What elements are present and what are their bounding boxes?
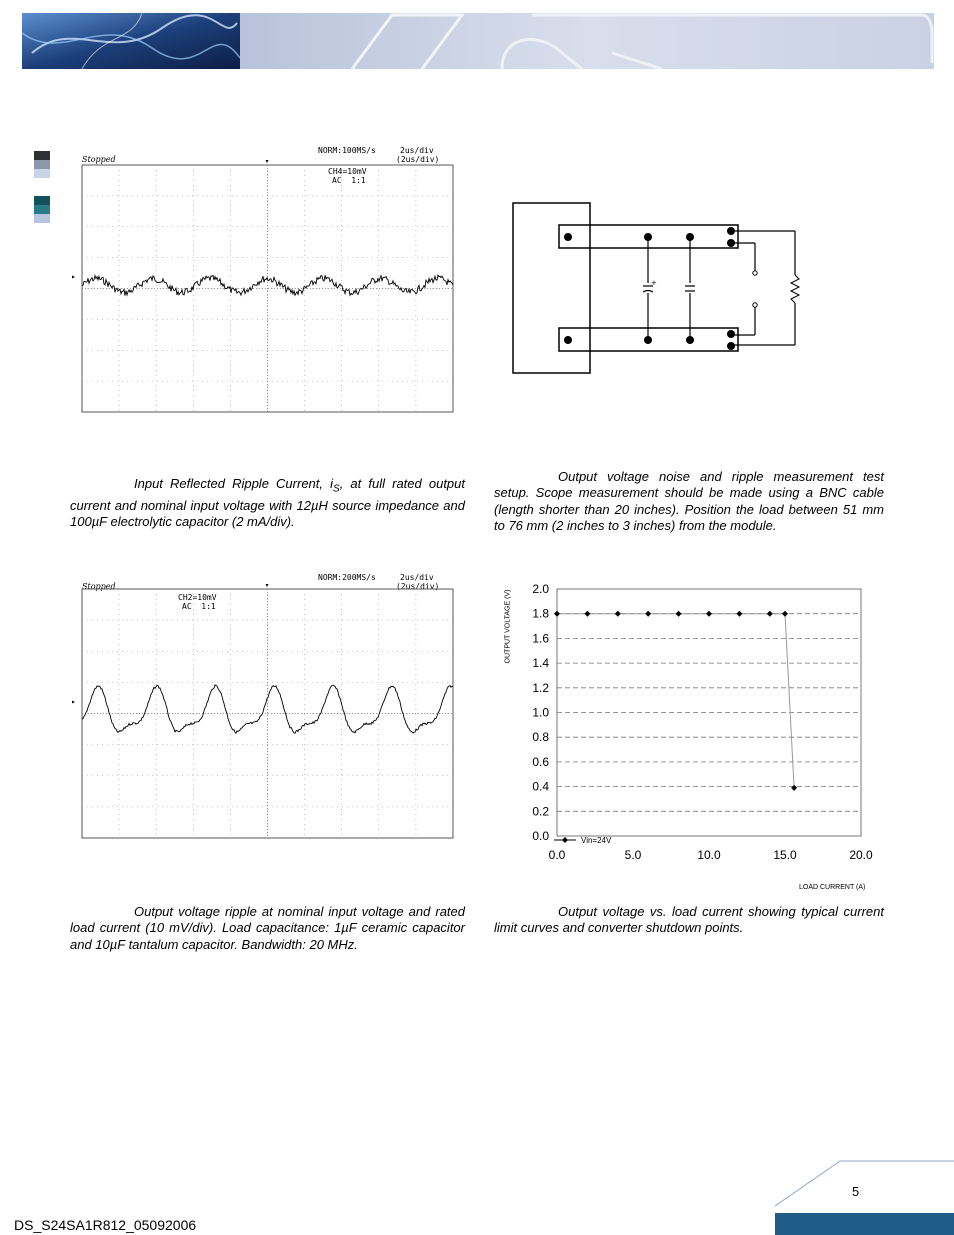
chart-data-point [791, 785, 797, 791]
scope-capture-2 [70, 567, 470, 847]
trigger-marker: ▸ [72, 698, 76, 706]
caption-subscript: S [333, 483, 340, 495]
chart-y-tick-label: 0.4 [532, 779, 549, 794]
chart-data-point [706, 611, 712, 617]
svg-text:+: + [651, 279, 657, 287]
chart-x-tick-label: 5.0 [624, 848, 642, 862]
chart-y-tick-label: 0.8 [532, 730, 549, 745]
chart-y-tick-label: 1.4 [532, 656, 549, 671]
chart-y-tick-label: 1.6 [532, 631, 549, 646]
caption-text: Output voltage ripple at nominal input voltage and rated load current (10 mV/div). Load capacitance: 1µF ceramic capacitor and 10µF tantalum capacitor. Bandwidth: 20 MHz. [70, 904, 465, 952]
caption-text: Input Reflected Ripple Current, i [134, 476, 334, 491]
scope-timebase-2: (2us/div) [396, 155, 440, 164]
chart-y-tick-label: 0.0 [532, 829, 549, 843]
chart-y-axis-label: OUTPUT VOLTAGE (V) [504, 589, 512, 664]
chart-x-tick-label: 10.0 [697, 848, 721, 862]
chart-y-tick-label: 1.2 [532, 680, 549, 695]
scope-status: Stopped [82, 582, 116, 591]
test-setup-diagram [505, 195, 815, 385]
trigger-position-marker: ▾ [265, 582, 269, 589]
chart-legend-label: Vin=24V [581, 836, 612, 845]
scope-timebase: 2us/div [400, 573, 434, 582]
chart-y-tick-label: 1.8 [532, 606, 549, 621]
chart-x-axis-label: LOAD CURRENT (A) [799, 884, 866, 891]
scope-screen-1 [70, 140, 470, 420]
scope-channel: CH2=10mV [178, 593, 217, 602]
caption-text: Output voltage noise and ripple measurement test setup. Scope measurement should be made using a BNC cable (length shorter than 20 inches). Position the load between 51 mm to 76 mm (2 inches to 3 inches) from the module. [494, 469, 884, 533]
chart-data-point [782, 611, 788, 617]
trigger-marker: ▸ [72, 273, 76, 281]
marker-block-2 [34, 196, 50, 223]
footer-graphic [775, 1158, 954, 1235]
scope-mode: NORM:200MS/s [318, 573, 376, 582]
caption-output-ripple [70, 904, 465, 953]
caption-input-ripple [70, 476, 465, 530]
header-banner [22, 13, 934, 69]
chart-data-point [767, 611, 773, 617]
caption-current-limit [494, 904, 884, 937]
scope-capture-1 [70, 140, 470, 420]
chart-data-point [676, 611, 682, 617]
output-voltage-chart [495, 578, 885, 898]
chart-y-tick-label: 2.0 [532, 582, 549, 596]
chart-data-point [554, 611, 560, 617]
module-outline [513, 203, 590, 373]
chart-x-tick-label: 0.0 [548, 848, 566, 862]
scope-coupling: AC 1:1 [332, 176, 366, 185]
scope-mode: NORM:100MS/s [318, 146, 376, 155]
document-id: DS_S24SA1R812_05092006 [14, 1217, 197, 1233]
chart-y-tick-label: 1.0 [532, 705, 549, 720]
trigger-position-marker: ▾ [265, 158, 269, 165]
chart-data-point [645, 611, 651, 617]
chart-x-tick-label: 20.0 [849, 848, 873, 862]
chart-x-tick-label: 15.0 [773, 848, 797, 862]
scope-channel: CH4=10mV [328, 167, 367, 176]
marker-block-1 [34, 151, 50, 178]
chart-legend-marker [562, 837, 568, 843]
scope-timebase: 2us/div [400, 146, 434, 155]
scope-timebase-2: (2us/div) [396, 582, 440, 591]
chart-data-point [615, 611, 621, 617]
scope-status: Stopped [82, 155, 116, 164]
chart-y-tick-label: 0.2 [532, 804, 549, 819]
chart-y-tick-label: 0.6 [532, 754, 549, 769]
chart-data-point [584, 611, 590, 617]
scope-screen-2 [70, 567, 470, 847]
page-number: 5 [852, 1184, 860, 1199]
scope-coupling: AC 1:1 [182, 602, 216, 611]
chart-data-point [736, 611, 742, 617]
caption-text-2: , at full rated output current and nominal input voltage with 12µH source impedance and 100µF electrolytic capacitor (2 mA/div). [70, 476, 466, 530]
caption-text: Output voltage vs. load current showing typical current limit curves and converter shutdown points. [494, 904, 884, 936]
caption-test-setup [494, 469, 884, 534]
